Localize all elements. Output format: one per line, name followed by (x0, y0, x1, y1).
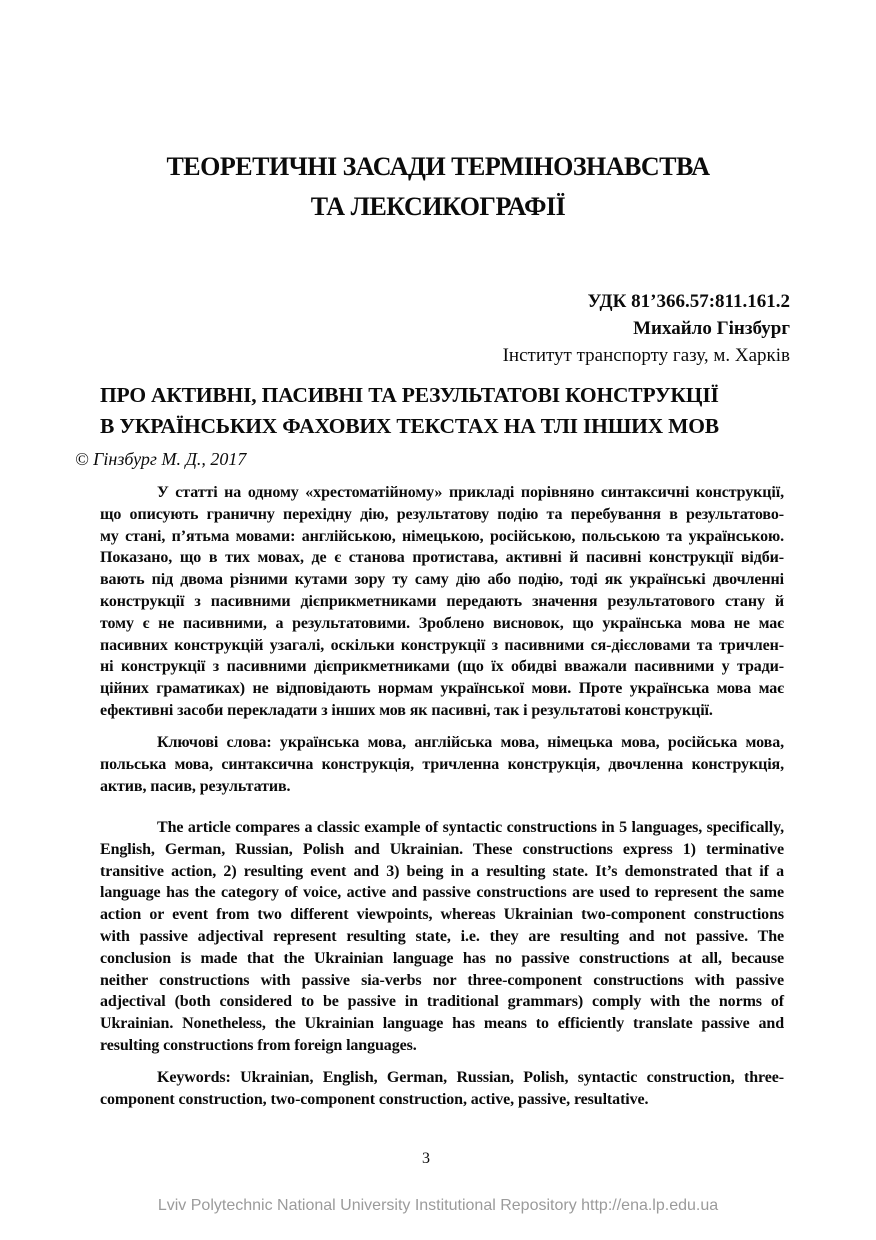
section-heading-line2: ТА ЛЕКСИКОГРАФІЇ (310, 192, 566, 221)
text-line: component construction, two-component construction, active, passive, resultative. (100, 1090, 649, 1108)
page-number: 3 (422, 1150, 430, 1167)
keywords-english (100, 1067, 784, 1111)
text-line: конструкції з пасивними дієприкметниками передають значення результатового стану й (100, 592, 784, 610)
text-line: ні конструкції з пасивними дієприкметниками (що їх обидві вважали пасивними у тради- (100, 658, 784, 676)
text-line: У статті на одному «хрестоматійному» прикладі порівняно синтаксичні конструкції, (157, 484, 784, 501)
udc-code: УДК 81’366.57:811.161.2 (587, 291, 790, 312)
article-title-line1: ПРО АКТИВНІ, ПАСИВНІ ТА РЕЗУЛЬТАТОВІ КОНСТРУКЦІЇ (100, 383, 719, 407)
text-line: актив, пасив, результатив. (100, 777, 291, 795)
section-heading-line1: ТЕОРЕТИЧНІ ЗАСАДИ ТЕРМІНОЗНАВСТВА (166, 152, 710, 181)
text-line: with passive adjectival represent resulting state, i.e. they are resulting and not passive. The (100, 927, 784, 945)
article-title-line2: В УКРАЇНСЬКИХ ФАХОВИХ ТЕКСТАХ НА ТЛІ ІНШИХ МОВ (100, 414, 719, 438)
text-line: пасивних конструкцій узагалі, оскільки конструкції з пасивними ся-дієсловами та тричлен- (100, 636, 784, 654)
journal-section-heading (33, 147, 843, 227)
text-line: resulting constructions from foreign languages. (100, 1036, 417, 1054)
text-line: transitive action, 2) resulting event and 3) being in a resulting state. It’s demonstrated that if a (100, 862, 784, 880)
text-line: Ukrainian. Nonetheless, the Ukrainian language has means to efficiently translate passive and (100, 1015, 784, 1033)
text-line: тому є не пасивними, а результатовими. Зроблено висновок, що українська мова не має (100, 614, 784, 632)
article-title (100, 380, 784, 442)
text-line: neither constructions with passive sia-verbs nor three-component constructions with passive (100, 971, 784, 989)
text-line: польська мова, синтаксична конструкція, тричленна конструкція, двочленна конструкція, (100, 755, 784, 773)
text-line: language has the category of voice, active and passive constructions are used to represent the same (100, 884, 784, 902)
text-line: adjectival (both considered to be passive in traditional grammars) comply with the norms of (100, 993, 784, 1011)
repository-footer: Lviv Polytechnic National University Institutional Repository http://ena.lp.edu.ua (157, 1197, 719, 1214)
keywords-ukrainian (100, 732, 784, 797)
text-line: Показано, що в тих мовах, де є станова протистава, активні й пасивні конструкції відби- (100, 549, 784, 567)
abstract-english (100, 817, 784, 1057)
author-name: Михайло Гінзбург (633, 318, 790, 339)
text-line: вають під двома різними кутами зору ту саму дію або подію, тоді як українські двочленні (100, 571, 784, 589)
abstract-ukrainian (100, 482, 784, 722)
text-line: що описують граничну перехідну дію, результатову подію та перебування в результатово- (100, 505, 784, 523)
text-line: ційних граматиках) не відповідають нормам української мови. Проте українська мова має (100, 680, 784, 698)
text-line: English, German, Russian, Polish and Ukrainian. These constructions express 1) terminative (100, 840, 784, 858)
text-line: The article compares a classic example of syntactic constructions in 5 languages, specifically, (157, 819, 784, 836)
text-line: му стані, п’ятьма мовами: англійською, німецькою, російською, польською та українською. (100, 527, 784, 545)
text-line: Ключові слова: українська мова, англійська мова, німецька мова, російська мова, (157, 734, 784, 751)
text-line: ефективні засоби перекладати з інших мов як пасивні, так і результатові конструкції. (100, 701, 713, 719)
text-line: Keywords: Ukrainian, English, German, Russian, Polish, syntactic construction, three- (157, 1069, 784, 1086)
text-line: conclusion is made that the Ukrainian language has no passive constructions at all, because (100, 949, 784, 967)
article-meta (503, 288, 790, 369)
text-line: action or event from two different viewpoints, whereas Ukrainian two-component constructions (100, 906, 784, 924)
copyright-line: © Гінзбург М. Д., 2017 (75, 449, 247, 469)
author-affiliation: Інститут транспорту газу, м. Харків (502, 345, 790, 366)
